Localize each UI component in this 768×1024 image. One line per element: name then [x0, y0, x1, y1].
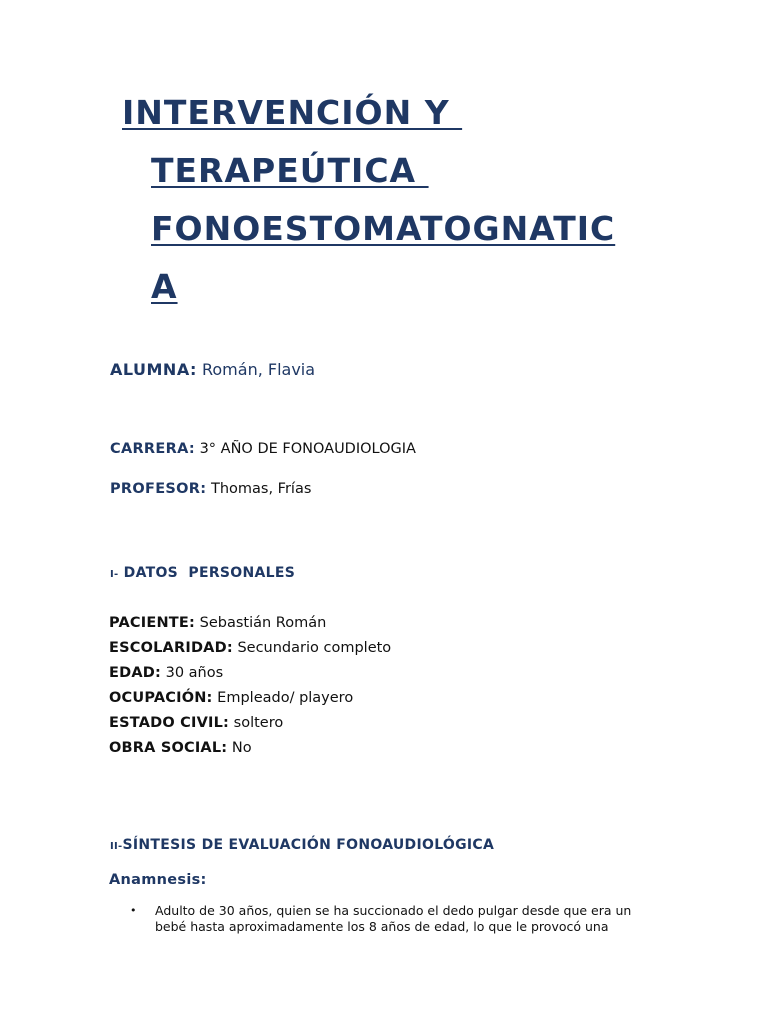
list-item: [130, 903, 660, 934]
field-label: OCUPACIÓN:: [109, 690, 213, 706]
field-value: soltero: [233, 715, 284, 731]
list-item-line: bebé hasta aproximadamente los 8 años de edad, lo que le provocó una: [155, 918, 609, 934]
document-title: [122, 84, 682, 316]
personal-row: [109, 661, 391, 686]
field-label: ESTADO CIVIL:: [109, 715, 230, 731]
field-label: ESCOLARIDAD:: [109, 640, 233, 656]
student-value: Román, Flavia: [201, 360, 316, 379]
field-value: 30 años: [165, 665, 224, 681]
student-label: ALUMNA:: [110, 360, 197, 379]
field-label: EDAD:: [109, 665, 161, 681]
personal-row: [109, 636, 391, 661]
field-label: OBRA SOCIAL:: [109, 740, 228, 756]
personal-data-list: [109, 611, 391, 761]
list-item-line: Adulto de 30 años, quien se ha succionado el dedo pulgar desde que era un: [155, 903, 632, 918]
section-number: I-: [110, 569, 119, 580]
bullet-icon: •: [130, 904, 137, 917]
personal-row: [109, 611, 391, 636]
professor-value: Thomas, Frías: [210, 481, 312, 497]
career-field: [110, 441, 416, 457]
title-line-1: INTERVENCIÓN Y: [122, 93, 463, 132]
section-heading-evaluation: [110, 837, 494, 853]
anamnesis-heading: Anamnesis:: [109, 872, 207, 888]
career-value: 3° AÑO DE FONOAUDIOLOGIA: [199, 441, 416, 457]
personal-row: [109, 686, 391, 711]
personal-row: [109, 736, 391, 761]
career-label: CARRERA:: [110, 441, 195, 457]
student-field: [110, 360, 315, 379]
personal-row: [109, 711, 391, 736]
anamnesis-list: [130, 903, 660, 934]
section-label: DATOS PERSONALES: [118, 565, 296, 581]
field-value: Sebastián Román: [199, 615, 327, 631]
professor-field: [110, 481, 311, 497]
field-label: PACIENTE:: [109, 615, 195, 631]
field-value: Empleado/ playero: [217, 690, 354, 706]
section-heading-personal-data: [110, 565, 295, 581]
section-label: SÍNTESIS DE EVALUACIÓN FONOAUDIOLÓGICA: [122, 837, 495, 853]
field-value: Secundario completo: [237, 640, 392, 656]
title-line-3: FONOESTOMATOGNATIC: [151, 209, 616, 248]
section-number: II-: [110, 841, 123, 852]
list-item-text: [155, 903, 660, 934]
professor-label: PROFESOR:: [110, 481, 207, 497]
field-value: No: [231, 740, 252, 756]
title-line-2: TERAPEÚTICA: [151, 151, 429, 190]
title-line-4: A: [151, 267, 178, 306]
